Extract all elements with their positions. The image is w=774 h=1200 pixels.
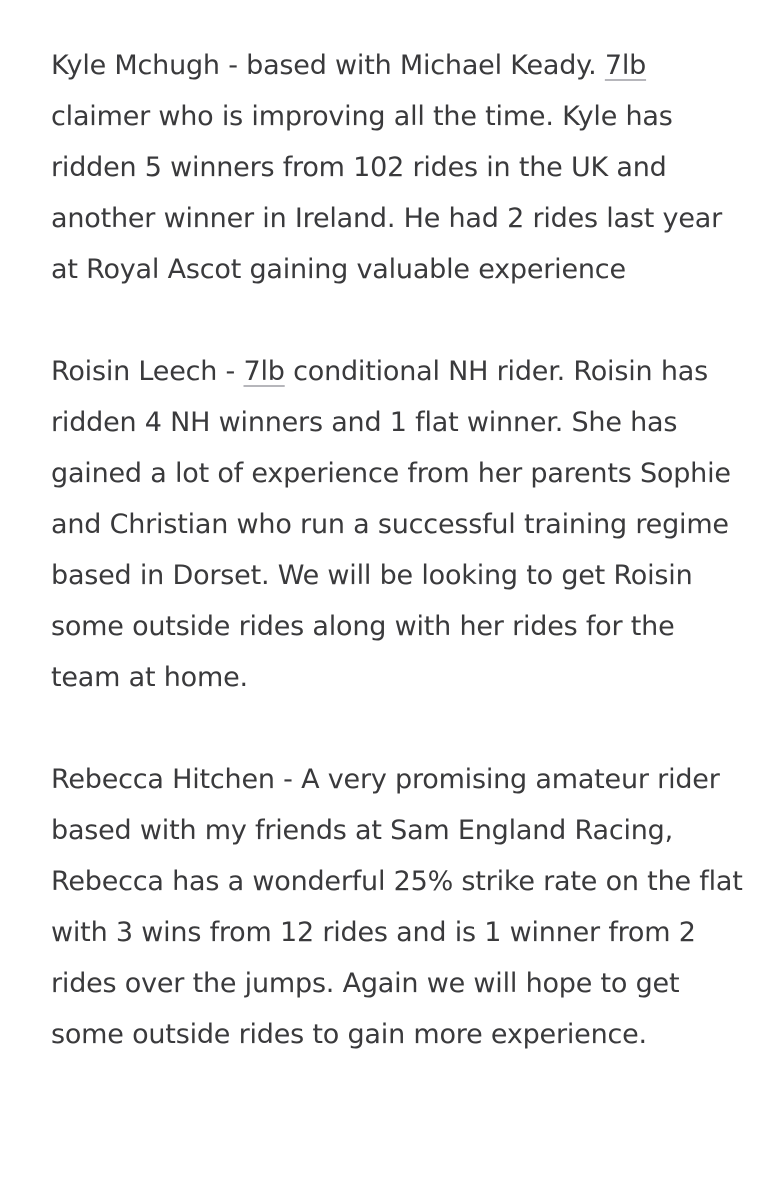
text-segment: Roisin Leech - [51, 356, 244, 387]
bottom-fade-overlay [0, 1140, 774, 1200]
text-segment: conditional NH rider. Roisin has ridden 4 NH winners and 1 flat winner. She has gained a lot of experience from her parents Sophie and Christian who run a successful training regime based in Dorset. We will be looking to get Roisin some outside rides along with her rides for the team at home. [51, 356, 731, 693]
weight-link-7lb[interactable]: 7lb [243, 356, 285, 387]
note-body [51, 40, 751, 1111]
paragraph-roisin-leech [51, 346, 751, 703]
paragraph-kyle-mchugh [51, 40, 751, 295]
paragraph-rebecca-hitchen [51, 754, 751, 1060]
text-segment: Rebecca Hitchen - A very promising amateur rider based with my friends at Sam England Racing, Rebecca has a wonderful 25% strike rate on the flat with 3 wins from 12 rides and is 1 winner from 2 rides over the jumps. Again we will hope to get some outside rides to gain more experience. [51, 764, 743, 1050]
text-segment: claimer who is improving all the time. Kyle has ridden 5 winners from 102 rides in the UK and another winner in Ireland. He had 2 rides last year at Royal Ascot gaining valuable experience [51, 101, 722, 285]
text-segment: Kyle Mchugh - based with Michael Keady. [51, 50, 605, 81]
weight-link-7lb[interactable]: 7lb [604, 50, 647, 81]
